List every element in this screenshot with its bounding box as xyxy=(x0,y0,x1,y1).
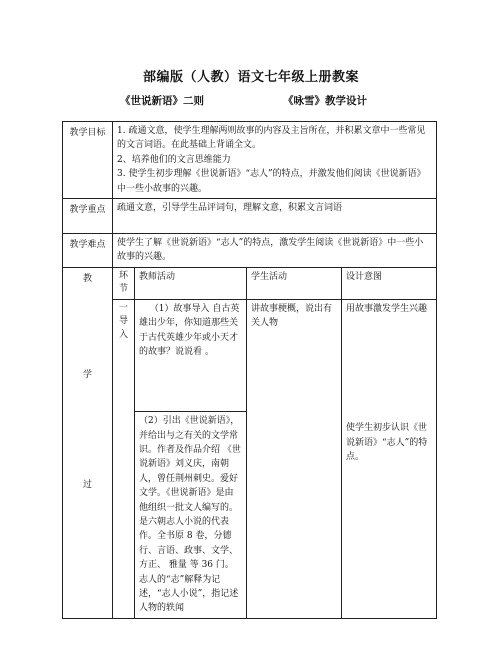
goals-label: 教学目标 xyxy=(63,122,113,199)
activity-row-1 xyxy=(63,299,437,412)
page-title: 部编版（人教）语文七年级上册教案 xyxy=(142,70,359,85)
lesson-plan-table xyxy=(62,121,437,619)
col-design-header: 设计意图 xyxy=(342,267,437,299)
goal-3: 3. 使学生初步理解《世说新语》“志人”的特点，并激发他们阅读《世说新语》中一些小故事的兴趣。 xyxy=(117,169,426,194)
design-intent-cell xyxy=(342,299,437,618)
column-header-row xyxy=(63,267,437,299)
difficult-label: 教学难点 xyxy=(63,233,113,267)
difficult-row xyxy=(63,233,437,267)
step-1-label: 一导入 xyxy=(113,299,135,618)
design-intent-2: 使学生初步认识《世说新语》“志人”的特点。 xyxy=(346,423,428,462)
col-teacher-header: 教师活动 xyxy=(135,267,247,299)
teacher-activity-1: （1）故事导入 自古英雄出少年，你知道那些关于古代英雄少年或小天才的故事？说说看 。 xyxy=(135,299,247,412)
col-step-header: 环节 xyxy=(113,267,135,299)
col-student-header: 学生活动 xyxy=(247,267,342,299)
goals-row xyxy=(63,122,437,199)
process-label-1: 教 xyxy=(82,273,92,284)
design-intent-1: 用故事激发学生兴趣 xyxy=(346,303,428,314)
subtitle-right: 《咏雪》教学设计 xyxy=(283,95,367,107)
process-label-cell xyxy=(63,267,113,618)
subtitle-left: 《世说新语》二则 xyxy=(120,95,204,107)
process-label-3: 过 xyxy=(82,479,92,490)
key-label: 教学重点 xyxy=(63,198,113,233)
teacher-activity-2: （2）引出《世说新语》，并给出与之有关的文学常识。作者及作品介绍 《世说新语》刘义庆，南朝人，曾任荆州刺史。爱好文学。《世说新语》是由他组织一批文人编写的。是六朝志人小说的代表作。全书原 8 卷，分德行、言语、政事、文学、方正、 雅量 等 36 门。志人的“志”解释为记述，“志人小说”，指记述人物的轶闻 xyxy=(135,412,247,618)
goal-1: 1. 疏通文意，使学生理解两则故事的内容及主旨所在，并积累文章中一些常见的文言词语。在此基础上背诵全文。 xyxy=(117,126,426,151)
process-label-2: 学 xyxy=(82,369,92,380)
goals-cell xyxy=(113,122,437,199)
key-text: 疏通文意，引导学生品评词句，理解文意，积累文言词语 xyxy=(113,198,437,233)
student-activity-1: 讲故事梗概，说出有关人物 xyxy=(247,299,342,618)
difficult-text: 使学生了解《世说新语》“志人”的特点，激发学生阅读《世说新语》中一些小故事的兴趣。 xyxy=(113,233,437,267)
goal-2: 2、培养他们的文言思维能力 xyxy=(117,154,231,165)
key-row xyxy=(63,198,437,233)
